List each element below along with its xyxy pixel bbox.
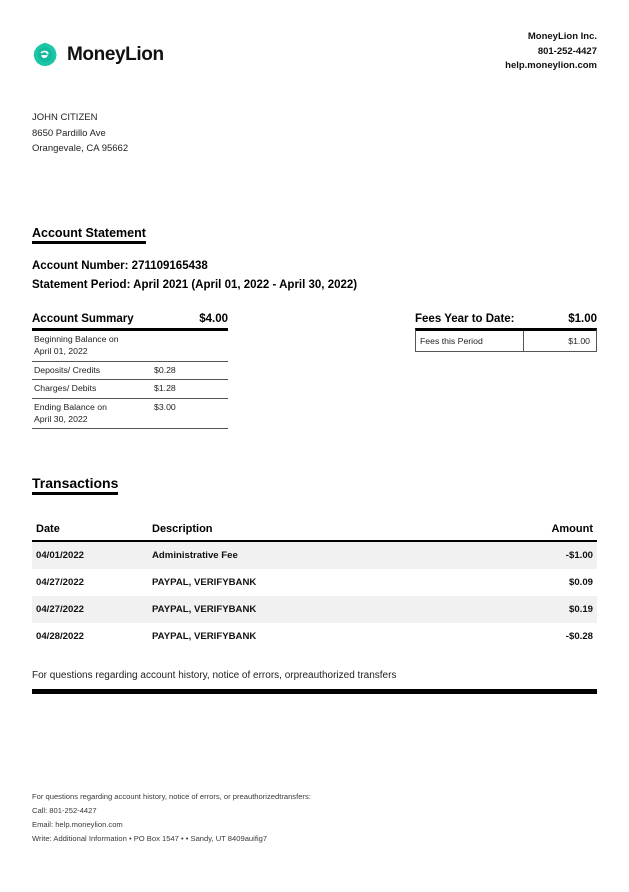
- transaction-amount: -$1.00: [462, 541, 597, 569]
- transaction-amount: $0.19: [462, 596, 597, 623]
- transaction-amount: $0.09: [568, 576, 593, 588]
- account-number-line: Account Number: 271109165438: [32, 260, 208, 273]
- summary-row-amount: [154, 330, 228, 361]
- table-row: [32, 541, 597, 569]
- account-summary-table: [32, 328, 228, 428]
- customer-address-block: [0, 110, 629, 156]
- fees-table: [415, 328, 597, 352]
- footer-line-write: Write: Additional Information • PO Box 1547 • • Sandy, UT 8409auifig7: [32, 834, 268, 844]
- fees-period-label: Fees this Period: [416, 331, 524, 351]
- transaction-description: PAYPAL, VERIFYBANK: [152, 576, 257, 588]
- summary-row-label-line2: April 01, 2022: [34, 345, 88, 356]
- summary-area: [0, 313, 629, 428]
- table-header-row: [32, 523, 597, 541]
- account-details: [32, 257, 597, 295]
- summary-row-amount: $0.28: [154, 361, 228, 380]
- summary-row-label-line1: Ending Balance on: [34, 402, 107, 413]
- column-header-description: Description: [152, 523, 462, 541]
- page-footer: [0, 790, 629, 846]
- transaction-description: PAYPAL, VERIFYBANK: [152, 596, 462, 623]
- transaction-description: PAYPAL, VERIFYBANK: [152, 630, 257, 642]
- transactions-table-wrap: [0, 523, 629, 650]
- account-summary-total: $4.00: [199, 313, 228, 326]
- summary-row-label: Deposits/ Credits: [32, 361, 154, 380]
- brand-name: MoneyLion: [67, 44, 164, 65]
- transaction-date: 04/27/2022: [36, 576, 85, 588]
- transactions-title: Transactions: [32, 475, 118, 495]
- footer-line-email: Email: help.moneylion.com: [32, 820, 123, 830]
- table-row: [32, 361, 228, 380]
- statement-heading-block: [0, 224, 629, 295]
- fees-period-amount: $1.00: [568, 336, 590, 347]
- company-website: help.moneylion.com: [505, 60, 597, 72]
- page-header: [0, 0, 629, 74]
- column-header-date: Date: [32, 523, 152, 541]
- fees-header: [415, 313, 597, 328]
- account-summary-panel: [32, 313, 228, 428]
- transaction-date: 04/28/2022: [36, 630, 85, 642]
- summary-row-label: Charges/ Debits: [32, 380, 154, 399]
- account-summary-title: Account Summary: [32, 313, 134, 326]
- fees-panel: [415, 313, 597, 352]
- column-header-amount: Amount: [462, 523, 597, 541]
- fees-ytd-amount: $1.00: [568, 313, 597, 326]
- summary-row-amount: $3.00: [154, 399, 228, 428]
- table-row: [32, 399, 228, 428]
- table-row: [32, 380, 228, 399]
- brand-logo: [32, 42, 164, 68]
- page-title: Account Statement: [32, 226, 146, 244]
- company-contact-block: [505, 30, 597, 74]
- table-row: [32, 330, 228, 361]
- summary-row-amount: $1.28: [154, 380, 228, 399]
- summary-row-label-line1: Beginning Balance on: [34, 334, 119, 345]
- section-divider: [32, 689, 597, 694]
- footer-line-call: Call: 801-252-4427: [32, 806, 97, 816]
- customer-address-line2: Orangevale, CA 95662: [32, 142, 129, 154]
- account-summary-header: [32, 313, 228, 328]
- footer-line-questions: For questions regarding account history, notice of errors, or preauthorizedtransfers:: [32, 792, 311, 801]
- summary-row-label-line2: April 30, 2022: [34, 413, 88, 424]
- transaction-description: Administrative Fee: [152, 541, 462, 569]
- customer-address-line1: 8650 Pardillo Ave: [32, 127, 106, 139]
- transaction-date: 04/01/2022: [32, 541, 152, 569]
- transaction-amount: -$0.28: [565, 630, 593, 642]
- statement-period-line: Statement Period: April 2021 (April 01, 2022 - April 30, 2022): [32, 279, 358, 292]
- moneylion-lion-badge-icon: [32, 42, 58, 68]
- company-phone: 801-252-4427: [537, 45, 597, 57]
- customer-name: JOHN CITIZEN: [32, 112, 98, 124]
- transactions-heading-block: [0, 475, 629, 495]
- summary-row-label: [32, 330, 154, 361]
- table-row: [32, 623, 597, 650]
- summary-row-label: [32, 399, 154, 428]
- table-row: [32, 569, 597, 596]
- transactions-note: For questions regarding account history, notice of errors, orpreauthorized transfers: [32, 669, 397, 681]
- table-row: [32, 596, 597, 623]
- transaction-date: 04/27/2022: [32, 596, 152, 623]
- company-name: MoneyLion Inc.: [527, 31, 597, 42]
- transactions-table: [32, 523, 597, 650]
- fees-ytd-label: Fees Year to Date:: [415, 313, 515, 326]
